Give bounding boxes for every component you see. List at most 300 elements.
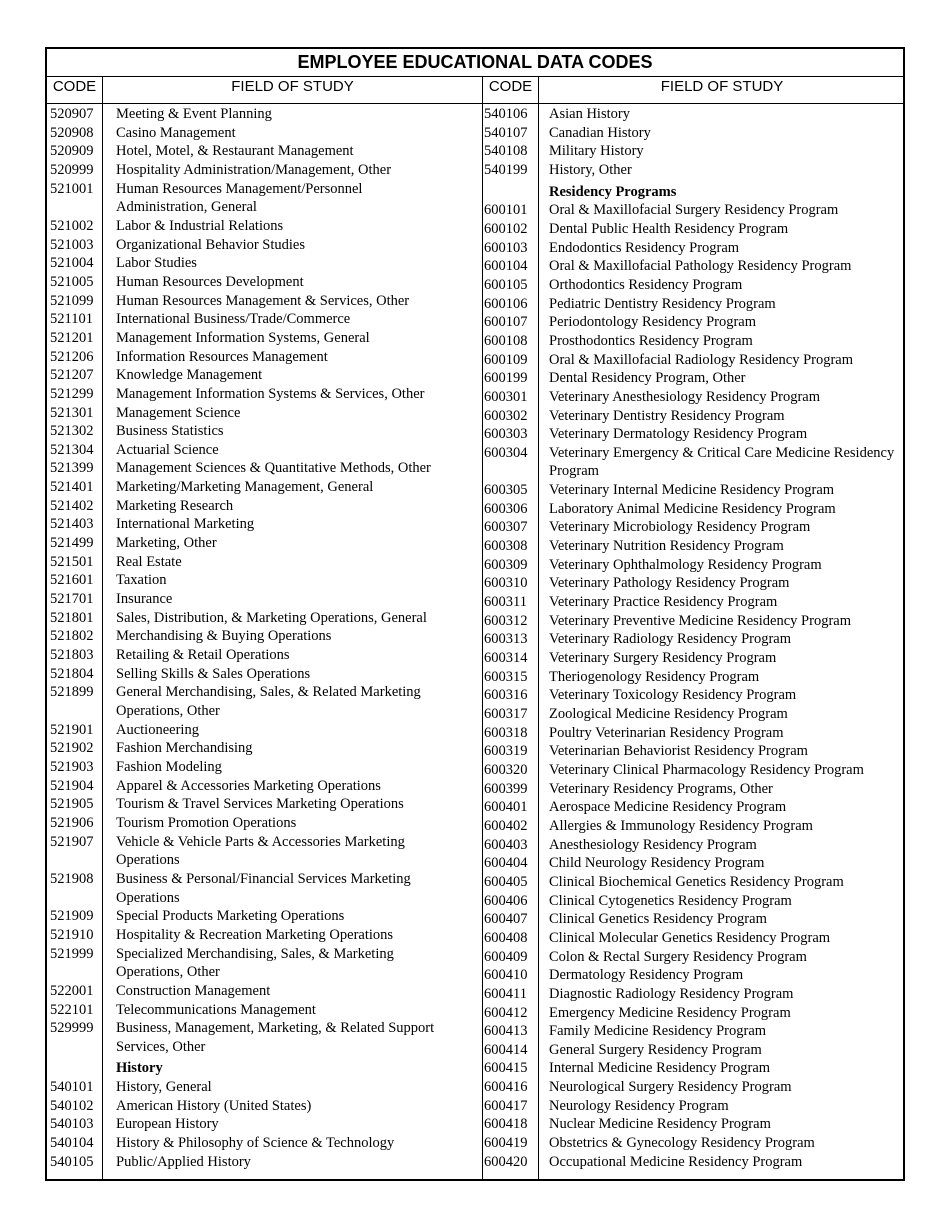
table-row (50, 273, 455, 292)
code-cell: 521899 (50, 684, 94, 701)
table-row (484, 948, 904, 967)
field-of-study-cell: Public/Applied History (116, 1153, 251, 1170)
code-cell: 521802 (50, 628, 94, 645)
code-cell: 600401 (484, 799, 528, 816)
field-of-study-cell: Knowledge Management (116, 367, 263, 384)
field-of-study-cell: Human Resources Development (116, 273, 304, 290)
right-code-header: CODE (488, 78, 533, 95)
field-of-study-cell: Vehicle & Vehicle Parts & Accessories Marketing Operations (116, 833, 405, 869)
data-codes-table (45, 47, 905, 1181)
code-cell: 600402 (484, 817, 528, 834)
field-of-study-cell: General Merchandising, Sales, & Related Marketing Operations, Other (116, 684, 421, 719)
table-row (484, 537, 904, 556)
code-cell: 521403 (50, 516, 94, 533)
code-cell: 600315 (484, 668, 528, 685)
table-row (484, 724, 904, 743)
table-row (484, 161, 904, 180)
field-of-study-cell: History & Philosophy of Science & Technology (116, 1135, 395, 1152)
code-cell: 520907 (50, 106, 94, 122)
code-cell: 600407 (484, 911, 528, 928)
code-cell: 600103 (484, 239, 528, 256)
table-row (484, 201, 904, 220)
table-row (484, 1078, 904, 1097)
right-code-list (484, 105, 904, 1171)
field-of-study-cell: Diagnostic Radiology Residency Program (549, 985, 794, 1002)
code-cell: 600413 (484, 1023, 528, 1040)
table-row (50, 1078, 455, 1097)
table-row (484, 780, 904, 799)
table-row (50, 422, 455, 441)
table-row (484, 1004, 904, 1023)
code-cell: 521910 (50, 926, 94, 943)
code-cell: 521201 (50, 329, 94, 346)
field-of-study-cell: European History (116, 1116, 219, 1133)
field-of-study-cell: Pediatric Dentistry Residency Program (549, 295, 776, 312)
section-heading (484, 180, 904, 202)
table-row (484, 574, 904, 593)
table-row (50, 777, 455, 796)
table-row (484, 1153, 904, 1172)
section-heading-label: History (116, 1060, 163, 1077)
code-cell: 600404 (484, 855, 528, 872)
table-row (484, 761, 904, 780)
code-cell: 600106 (484, 295, 528, 312)
field-of-study-cell: Clinical Molecular Genetics Residency Program (549, 929, 831, 946)
field-of-study-cell: Auctioneering (116, 721, 199, 738)
code-cell: 521101 (50, 311, 93, 328)
code-cell: 600101 (484, 202, 528, 219)
field-of-study-cell: Theriogenology Residency Program (549, 668, 760, 685)
code-cell: 540104 (50, 1135, 94, 1152)
code-cell: 521499 (50, 535, 94, 552)
code-cell: 521803 (50, 647, 94, 664)
code-cell: 521909 (50, 908, 94, 925)
table-row (484, 257, 904, 276)
table-row (484, 1041, 904, 1060)
code-cell: 521903 (50, 758, 94, 775)
table-row (484, 649, 904, 668)
field-of-study-cell: Veterinary Internal Medicine Residency Program (549, 482, 835, 499)
table-row (50, 217, 455, 236)
table-row (50, 553, 455, 572)
code-cell: 522001 (50, 982, 94, 999)
code-cell: 600313 (484, 631, 528, 648)
table-row (484, 966, 904, 985)
field-of-study-cell: Hospitality Administration/Management, Other (116, 161, 392, 178)
table-row (50, 1019, 455, 1056)
field-of-study-cell: Real Estate (116, 553, 182, 570)
table-row (50, 646, 455, 665)
field-of-study-cell: Veterinary Dermatology Residency Program (549, 426, 808, 443)
field-of-study-cell: Veterinarian Behaviorist Residency Program (549, 743, 808, 760)
code-cell: 600320 (484, 761, 528, 778)
field-of-study-cell: Marketing/Marketing Management, General (116, 479, 374, 496)
code-cell: 521904 (50, 777, 94, 794)
code-cell: 529999 (50, 1020, 94, 1037)
field-of-study-cell: Casino Management (116, 124, 236, 141)
field-of-study-cell: Actuarial Science (116, 441, 219, 458)
table-row (484, 985, 904, 1004)
field-of-study-cell: Veterinary Clinical Pharmacology Residency Program (549, 761, 864, 778)
field-of-study-cell: Neurology Residency Program (549, 1097, 729, 1114)
code-cell: 521999 (50, 945, 94, 962)
code-cell: 521299 (50, 385, 94, 402)
table-row (50, 254, 455, 273)
code-cell: 520999 (50, 161, 94, 178)
code-cell: 521501 (50, 553, 94, 570)
column-divider (482, 77, 483, 1179)
table-row (484, 686, 904, 705)
field-of-study-cell: Human Resources Management & Services, Other (116, 292, 410, 309)
code-cell: 600309 (484, 556, 528, 573)
field-of-study-cell: Obstetrics & Gynecology Residency Program (549, 1135, 815, 1152)
table-row (484, 407, 904, 426)
field-of-study-cell: Clinical Cytogenetics Residency Program (549, 892, 792, 909)
code-cell: 522101 (50, 1001, 94, 1018)
field-of-study-cell: Colon & Rectal Surgery Residency Program (549, 948, 807, 965)
field-of-study-cell: Hospitality & Recreation Marketing Operations (116, 926, 394, 943)
field-of-study-cell: Management Sciences & Quantitative Methods, Other (116, 460, 431, 477)
field-of-study-cell: Veterinary Dentistry Residency Program (549, 407, 785, 424)
field-of-study-cell: Business, Management, Marketing, & Related Support Services, Other (116, 1020, 435, 1055)
table-row (50, 907, 455, 926)
table-row (484, 593, 904, 612)
field-of-study-cell: Zoological Medicine Residency Program (549, 706, 788, 722)
code-cell: 521908 (50, 870, 94, 887)
table-row (50, 739, 455, 758)
field-of-study-cell: Marketing Research (116, 497, 234, 514)
field-of-study-cell: Oral & Maxillofacial Radiology Residency Program (549, 351, 854, 368)
field-of-study-cell: Selling Skills & Sales Operations (116, 665, 311, 682)
left-code-header: CODE (52, 78, 97, 95)
table-row (50, 515, 455, 534)
code-cell: 600307 (484, 519, 528, 536)
code-cell: 600312 (484, 612, 528, 629)
table-row (50, 590, 455, 609)
field-of-study-cell: Endodontics Residency Program (549, 239, 740, 256)
code-cell: 600311 (484, 594, 527, 611)
field-of-study-cell: Internal Medicine Residency Program (549, 1060, 771, 1077)
field-of-study-cell: Management Information Systems, General (116, 329, 370, 346)
code-cell: 521906 (50, 814, 94, 831)
table-row (50, 142, 455, 161)
field-of-study-cell: Telecommunications Management (116, 1001, 316, 1018)
table-row (50, 795, 455, 814)
code-cell: 600318 (484, 724, 528, 741)
table-row (484, 630, 904, 649)
table-row (50, 609, 455, 628)
field-of-study-cell: Construction Management (116, 982, 271, 999)
table-row (50, 497, 455, 516)
code-cell: 600314 (484, 650, 528, 667)
field-of-study-cell: Labor Studies (116, 255, 197, 272)
table-row (50, 870, 455, 907)
code-cell: 600316 (484, 687, 528, 704)
code-cell: 600303 (484, 426, 528, 443)
table-row (50, 385, 455, 404)
table-row (484, 798, 904, 817)
field-of-study-cell: Dental Residency Program, Other (549, 370, 746, 387)
table-row (484, 276, 904, 295)
code-cell: 600199 (484, 370, 528, 387)
field-of-study-cell: Hotel, Motel, & Restaurant Management (116, 143, 354, 160)
table-row (50, 683, 455, 720)
table-row (484, 369, 904, 388)
table-row (484, 817, 904, 836)
code-cell: 600317 (484, 706, 528, 722)
field-of-study-cell: Dermatology Residency Program (549, 967, 744, 984)
table-row (50, 571, 455, 590)
table-row (50, 366, 455, 385)
code-cell: 540108 (484, 143, 528, 160)
field-of-study-cell: History, Other (549, 161, 632, 178)
field-of-study-cell: Business Statistics (116, 423, 224, 440)
field-of-study-cell: Information Resources Management (116, 348, 328, 365)
table-row (50, 292, 455, 311)
table-row (484, 668, 904, 687)
field-of-study-cell: Veterinary Microbiology Residency Program (549, 519, 811, 536)
table-row (50, 348, 455, 367)
table-row (50, 329, 455, 348)
field-of-study-cell: Business & Personal/Financial Services Marketing Operations (116, 870, 411, 906)
field-of-study-cell: Veterinary Residency Programs, Other (549, 780, 773, 797)
field-of-study-cell: Management Science (116, 404, 241, 421)
code-cell: 540199 (484, 161, 528, 178)
table-row (484, 444, 904, 481)
field-of-study-cell: Meeting & Event Planning (116, 106, 272, 122)
field-of-study-cell: Specialized Merchandising, Sales, & Marketing Operations, Other (116, 945, 394, 981)
code-cell: 521701 (50, 591, 94, 608)
section-heading-label: Residency Programs (549, 183, 677, 200)
field-of-study-cell: Allergies & Immunology Residency Program (549, 817, 813, 834)
field-of-study-cell: Insurance (116, 591, 173, 608)
field-of-study-cell: Management Information Systems & Services, Other (116, 385, 425, 402)
code-cell: 521002 (50, 217, 94, 234)
table-row (50, 105, 455, 124)
field-of-study-cell: Neurological Surgery Residency Program (549, 1079, 792, 1096)
field-of-study-cell: Laboratory Animal Medicine Residency Program (549, 500, 836, 517)
table-row (484, 854, 904, 873)
table-row (50, 236, 455, 255)
field-of-study-cell: Fashion Merchandising (116, 740, 253, 757)
code-cell: 600107 (484, 314, 528, 331)
field-of-study-cell: Apparel & Accessories Marketing Operations (116, 777, 381, 794)
code-cell: 600418 (484, 1116, 528, 1133)
code-cell: 521401 (50, 479, 94, 496)
left-code-list (50, 105, 455, 1171)
code-cell: 600109 (484, 351, 528, 368)
field-of-study-cell: Tourism & Travel Services Marketing Operations (116, 796, 404, 813)
code-cell: 600305 (484, 482, 528, 499)
code-cell: 521905 (50, 796, 94, 813)
code-cell: 521302 (50, 423, 94, 440)
table-row (50, 534, 455, 553)
table-row (484, 1115, 904, 1134)
table-row (484, 742, 904, 761)
field-of-study-cell: American History (United States) (116, 1097, 312, 1114)
field-of-study-cell: Marketing, Other (116, 535, 217, 552)
code-cell: 521003 (50, 236, 94, 253)
code-cell: 521099 (50, 292, 94, 309)
code-cell: 600417 (484, 1097, 528, 1114)
field-of-study-cell: Special Products Marketing Operations (116, 908, 345, 925)
field-of-study-cell: Anesthesiology Residency Program (549, 836, 757, 853)
right-field-header: FIELD OF STUDY (660, 78, 784, 95)
code-cell: 600409 (484, 948, 528, 965)
table-row (484, 892, 904, 911)
table-row (484, 1059, 904, 1078)
field-of-study-cell: Family Medicine Residency Program (549, 1023, 767, 1040)
code-cell: 521901 (50, 721, 94, 738)
table-row (484, 388, 904, 407)
field-of-study-cell: Veterinary Preventive Medicine Residency Program (549, 612, 851, 629)
table-row (50, 665, 455, 684)
field-of-study-cell: Retailing & Retail Operations (116, 647, 290, 664)
table-row (50, 945, 455, 982)
table-row (50, 1134, 455, 1153)
section-heading (50, 1056, 455, 1078)
field-of-study-cell: Veterinary Anesthesiology Residency Program (549, 388, 821, 405)
field-of-study-cell: Human Resources Management/Personnel Administration, General (116, 180, 363, 216)
code-cell: 600414 (484, 1041, 528, 1058)
table-row (484, 705, 904, 724)
code-cell: 521902 (50, 740, 94, 757)
code-cell: 540101 (50, 1079, 94, 1096)
code-cell: 521206 (50, 348, 94, 365)
field-of-study-cell: Sales, Distribution, & Marketing Operations, General (116, 609, 427, 626)
table-row (484, 105, 904, 124)
field-of-study-cell: Child Neurology Residency Program (549, 855, 765, 872)
code-cell: 600416 (484, 1079, 528, 1096)
code-cell: 540102 (50, 1097, 94, 1114)
code-cell: 540106 (484, 106, 528, 122)
field-of-study-cell: Oral & Maxillofacial Pathology Residency Program (549, 258, 852, 275)
code-cell: 521207 (50, 367, 94, 384)
field-of-study-cell: Veterinary Pathology Residency Program (549, 575, 790, 592)
field-of-study-cell: General Surgery Residency Program (549, 1041, 762, 1058)
field-of-study-cell: Poultry Veterinarian Residency Program (549, 724, 784, 741)
table-row (484, 836, 904, 855)
field-of-study-cell: International Marketing (116, 516, 255, 533)
table-row (484, 1134, 904, 1153)
field-of-study-cell: Prosthodontics Residency Program (549, 332, 753, 349)
code-cell: 600420 (484, 1153, 528, 1170)
code-cell: 600306 (484, 500, 528, 517)
table-row (484, 518, 904, 537)
table-row (484, 313, 904, 332)
table-row (484, 1022, 904, 1041)
table-row (50, 1001, 455, 1020)
table-row (484, 295, 904, 314)
field-of-study-cell: Tourism Promotion Operations (116, 814, 297, 831)
table-row (484, 220, 904, 239)
field-of-study-cell: Veterinary Toxicology Residency Program (549, 687, 797, 704)
table-row (484, 124, 904, 143)
field-of-study-cell: Canadian History (549, 124, 651, 141)
code-cell: 521601 (50, 572, 94, 589)
code-cell: 520909 (50, 143, 94, 160)
field-of-study-cell: Nuclear Medicine Residency Program (549, 1116, 771, 1133)
code-cell: 600399 (484, 780, 528, 797)
code-cell: 600104 (484, 258, 528, 275)
field-of-study-cell: Veterinary Emergency & Critical Care Medicine Residency Program (549, 444, 895, 480)
field-of-study-cell: Organizational Behavior Studies (116, 236, 305, 253)
code-cell: 600102 (484, 220, 528, 237)
table-row (484, 481, 904, 500)
field-of-study-cell: Dental Public Health Residency Program (549, 220, 789, 237)
table-row (484, 929, 904, 948)
table-row (50, 124, 455, 143)
code-cell: 521801 (50, 609, 94, 626)
code-cell: 600412 (484, 1004, 528, 1021)
field-of-study-cell: International Business/Trade/Commerce (116, 311, 351, 328)
code-cell: 600411 (484, 985, 527, 1002)
code-cell: 600310 (484, 575, 528, 592)
table-row (50, 758, 455, 777)
code-cell: 540103 (50, 1116, 94, 1133)
table-row (484, 612, 904, 631)
code-cell: 600304 (484, 444, 528, 461)
field-of-study-cell: Veterinary Ophthalmology Residency Program (549, 556, 822, 573)
field-of-study-cell: Asian History (549, 106, 630, 122)
header-divider (47, 103, 903, 104)
table-row (50, 1153, 455, 1172)
code-cell: 540107 (484, 124, 528, 141)
field-of-study-cell: Veterinary Practice Residency Program (549, 594, 778, 611)
field-of-study-cell: Periodontology Residency Program (549, 314, 757, 331)
left-field-header: FIELD OF STUDY (231, 78, 354, 95)
code-cell: 600410 (484, 967, 528, 984)
table-row (484, 873, 904, 892)
code-cell: 521907 (50, 833, 94, 850)
code-cell: 600403 (484, 836, 528, 853)
table-row (50, 833, 455, 870)
field-of-study-cell: Veterinary Radiology Residency Program (549, 631, 792, 648)
field-of-study-cell: Clinical Genetics Residency Program (549, 911, 767, 928)
table-row (50, 459, 455, 478)
field-of-study-cell: Oral & Maxillofacial Surgery Residency Program (549, 202, 839, 219)
field-of-study-cell: Clinical Biochemical Genetics Residency Program (549, 873, 844, 890)
table-row (484, 910, 904, 929)
table-row (50, 478, 455, 497)
code-cell: 600108 (484, 332, 528, 349)
code-cell: 600319 (484, 743, 528, 760)
field-of-study-cell: Occupational Medicine Residency Program (549, 1153, 803, 1170)
code-cell: 600105 (484, 276, 528, 293)
table-row (50, 1115, 455, 1134)
field-of-study-cell: Merchandising & Buying Operations (116, 628, 332, 645)
code-cell: 521304 (50, 441, 94, 458)
field-of-study-cell: Military History (549, 143, 644, 160)
code-cell: 600408 (484, 929, 528, 946)
table-row (484, 1097, 904, 1116)
code-cell: 600302 (484, 407, 528, 424)
field-of-study-cell: Veterinary Surgery Residency Program (549, 650, 777, 667)
field-of-study-cell: Emergency Medicine Residency Program (549, 1004, 791, 1021)
table-row (484, 556, 904, 575)
table-row (50, 161, 455, 180)
table-row (484, 351, 904, 370)
code-cell: 521001 (50, 180, 94, 197)
table-row (50, 982, 455, 1001)
table-row (484, 239, 904, 258)
field-of-study-cell: Veterinary Nutrition Residency Program (549, 538, 784, 555)
table-row (50, 1097, 455, 1116)
table-row (50, 721, 455, 740)
code-cell: 521301 (50, 404, 94, 421)
code-cell: 600301 (484, 388, 528, 405)
field-of-study-cell: Aerospace Medicine Residency Program (549, 799, 787, 816)
